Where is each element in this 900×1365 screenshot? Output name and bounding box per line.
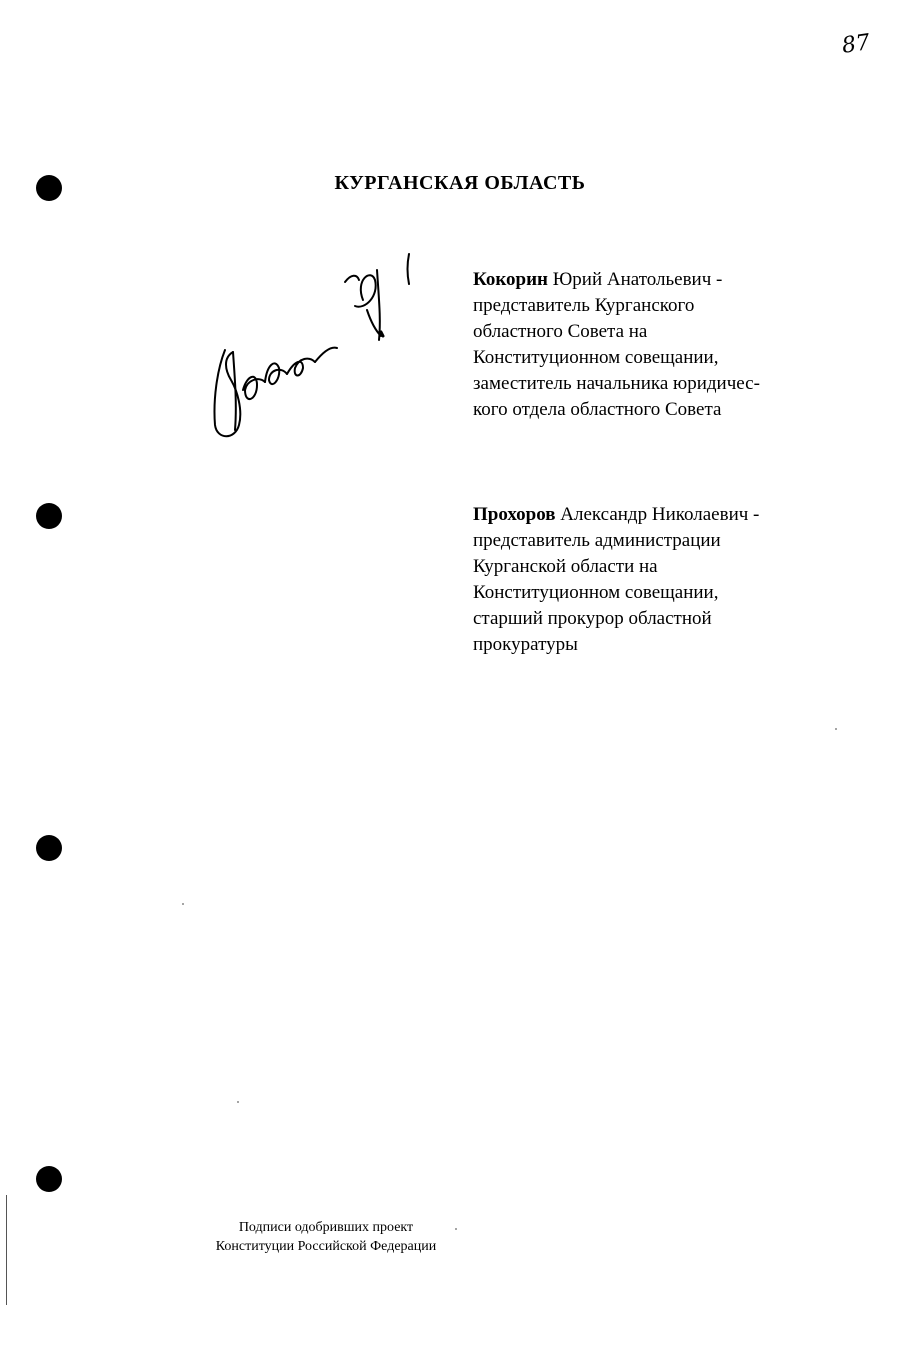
punch-hole bbox=[36, 835, 62, 861]
representative-description-line: областного Совета на bbox=[473, 321, 648, 342]
footer-caption-line: Конституции Российской Федерации bbox=[215, 1239, 437, 1254]
representative-description-line: Конституционном совещании, bbox=[473, 347, 719, 368]
representative-name-line bbox=[473, 502, 853, 528]
footer-caption bbox=[186, 1218, 466, 1256]
representative-description-line: Курганской области на bbox=[473, 556, 658, 577]
scan-edge-line bbox=[6, 1195, 7, 1305]
punch-hole bbox=[36, 503, 62, 529]
page-number: 87 bbox=[840, 30, 872, 59]
scan-speck bbox=[182, 903, 184, 905]
representative-description-line: старший прокурор областной bbox=[473, 608, 712, 629]
scan-speck bbox=[455, 1228, 457, 1230]
representative-description-line: представитель Курганского bbox=[473, 295, 695, 316]
representative-description-line: заместитель начальника юридичес- bbox=[473, 373, 760, 394]
representative-given-names: Александр Николаевич - bbox=[560, 504, 760, 525]
representative-entry bbox=[473, 267, 853, 423]
representative-description-line: кого отдела областного Совета bbox=[473, 399, 722, 420]
representative-surname: Прохоров bbox=[473, 504, 556, 525]
representative-given-names: Юрий Анатольевич - bbox=[552, 269, 723, 290]
scan-speck bbox=[237, 1101, 239, 1103]
region-title: КУРГАНСКАЯ ОБЛАСТЬ bbox=[334, 172, 586, 194]
representative-entry bbox=[473, 502, 853, 658]
scan-speck bbox=[835, 728, 837, 730]
representative-surname: Кокорин bbox=[473, 269, 548, 290]
handwritten-signature bbox=[195, 240, 435, 450]
punch-hole bbox=[36, 1166, 62, 1192]
representative-name-line bbox=[473, 267, 853, 293]
representative-description-line: представитель администрации bbox=[473, 530, 721, 551]
footer-caption-line: Подписи одобривших проект bbox=[238, 1220, 414, 1235]
representative-description-line: Конституционном совещании, bbox=[473, 582, 719, 603]
representative-description-line: прокуратуры bbox=[473, 634, 578, 655]
